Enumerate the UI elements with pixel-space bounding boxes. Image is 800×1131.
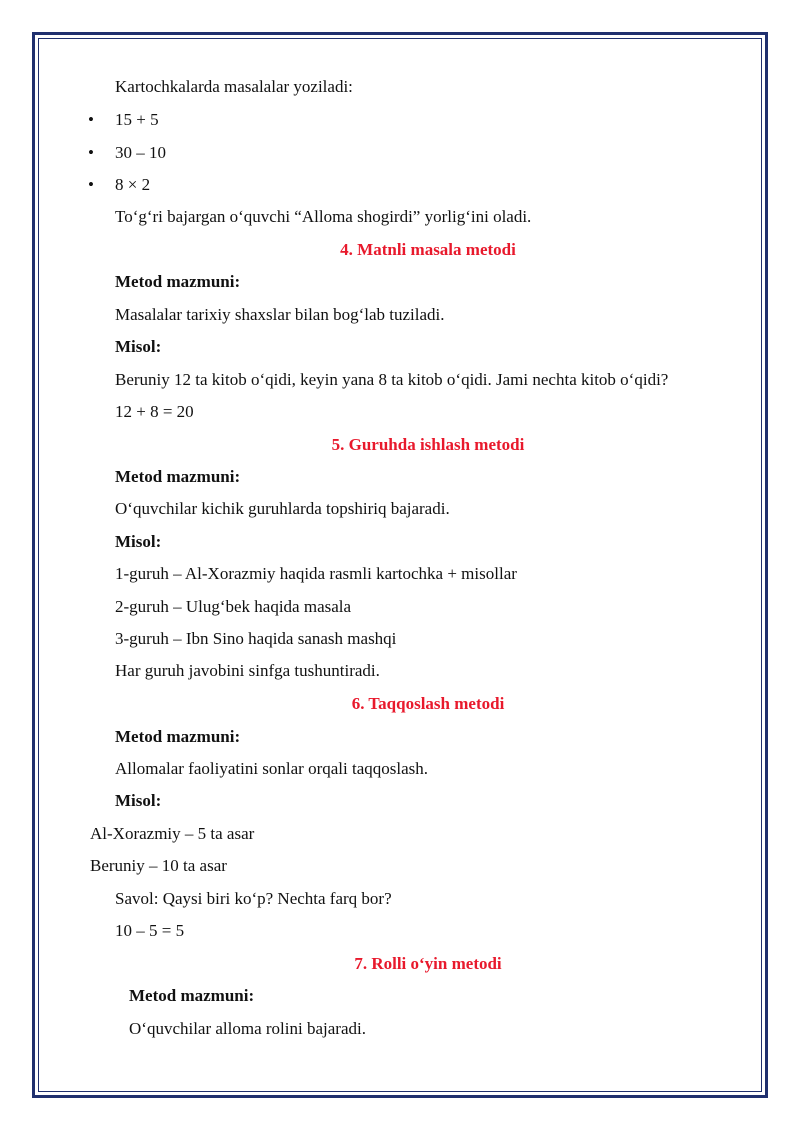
section-7-heading: 7. Rolli o‘yin metodi [354, 954, 502, 973]
section-5-group-3: 3-guruh – Ibn Sino haqida sanash mashqi [115, 629, 397, 648]
section-4-example-label: Misol: [115, 337, 162, 356]
bullet-item-2: 30 – 10 [115, 143, 166, 162]
section-5-heading: 5. Guruhda ishlash metodi [331, 435, 525, 454]
section-5-closing: Har guruh javobini sinfga tushuntiradi. [115, 661, 380, 680]
bullet-marker: • [88, 110, 94, 129]
section-6-compare-2: Beruniy – 10 ta asar [90, 856, 227, 875]
intro-text: Kartochkalarda masalalar yoziladi: [115, 77, 353, 96]
section-4-heading: 4. Matnli masala metodi [340, 240, 516, 259]
bullet-item-3: 8 × 2 [115, 175, 151, 194]
section-6-compare-1: Al-Xorazmiy – 5 ta asar [90, 824, 255, 843]
section-4-text: Masalalar tarixiy shaxslar bilan bog‘lab tuziladi. [115, 305, 445, 324]
section-6-label: Metod mazmuni: [115, 727, 241, 746]
section-6-question: Savol: Qaysi biri ko‘p? Nechta farq bor? [115, 889, 392, 908]
bullet-marker: • [88, 143, 94, 162]
section-5-text: O‘quvchilar kichik guruhlarda topshiriq bajaradi. [115, 499, 450, 518]
section-6-solution: 10 – 5 = 5 [115, 921, 185, 940]
section-6-example-label: Misol: [115, 791, 162, 810]
section-5-group-2: 2-guruh – Ulug‘bek haqida masala [115, 597, 352, 616]
section-5-group-1: 1-guruh – Al-Xorazmiy haqida rasmli kartochka + misollar [115, 564, 517, 583]
section-4-solution: 12 + 8 = 20 [115, 402, 194, 421]
section-7-text: O‘quvchilar alloma rolini bajaradi. [129, 1019, 366, 1038]
section-6-text: Allomalar faoliyatini sonlar orqali taqqoslash. [115, 759, 429, 778]
bullet-item-1: 15 + 5 [115, 110, 159, 129]
section-6-heading: 6. Taqqoslash metodi [351, 694, 505, 713]
section-4-label: Metod mazmuni: [115, 272, 241, 291]
section-4-example: Beruniy 12 ta kitob o‘qidi, keyin yana 8 ta kitob o‘qidi. Jami nechta kitob o‘qidi? [115, 370, 669, 389]
section-7-label: Metod mazmuni: [129, 986, 255, 1005]
section-5-example-label: Misol: [115, 532, 162, 551]
bullet-marker: • [88, 175, 94, 194]
section-5-label: Metod mazmuni: [115, 467, 241, 486]
reward-text: To‘g‘ri bajargan o‘quvchi “Alloma shogirdi” yorlig‘ini oladi. [115, 207, 532, 226]
